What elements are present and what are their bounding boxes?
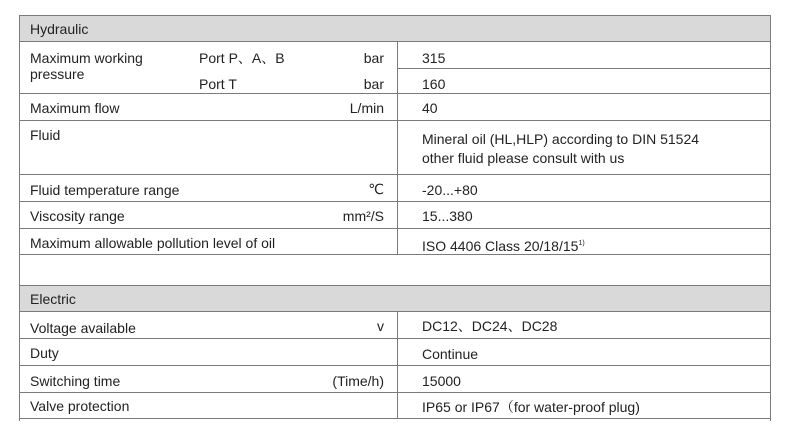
switching-row — [20, 366, 770, 393]
fluid-value-line2: other fluid please consult with us — [422, 150, 625, 166]
switching-value: 15000 — [422, 373, 461, 389]
voltage-unit: v — [377, 318, 384, 334]
temperature-row — [20, 175, 770, 202]
protection-value: IP65 or IP67（for water-proof plug) — [422, 399, 640, 415]
hydraulic-header-label: Hydraulic — [30, 21, 89, 37]
voltage-row — [20, 312, 770, 339]
electric-header-label: Electric — [30, 291, 76, 307]
max-flow-row — [20, 94, 770, 121]
switching-unit: (Time/h) — [332, 373, 384, 389]
duty-value: Continue — [422, 346, 479, 362]
viscosity-row — [20, 202, 770, 229]
max-pressure-label: Maximum working pressure — [30, 50, 143, 82]
viscosity-value: 15...380 — [422, 208, 473, 224]
viscosity-unit: mm²/S — [342, 208, 384, 224]
temperature-unit: ℃ — [368, 181, 384, 197]
pollution-footnote-mark: 1) — [578, 240, 585, 247]
bar-unit-t: bar — [363, 76, 384, 92]
pollution-row — [20, 229, 770, 255]
blank-row — [20, 255, 770, 286]
electric-header — [20, 286, 770, 312]
flow-unit: L/min — [349, 100, 384, 116]
max-flow-label: Maximum flow — [30, 100, 120, 116]
duty-row — [20, 339, 770, 366]
hydraulic-header — [20, 16, 770, 42]
port-pab-label: Port P、A、B — [199, 50, 285, 66]
temperature-value: -20...+80 — [422, 182, 478, 198]
bar-unit-pab: bar — [363, 50, 384, 66]
fluid-row — [20, 121, 770, 175]
pollution-value — [422, 235, 585, 255]
pressure-pab-value: 315 — [422, 50, 446, 66]
switching-label: Switching time — [30, 373, 121, 389]
pressure-t-value: 160 — [422, 76, 446, 92]
temperature-label: Fluid temperature range — [30, 182, 180, 198]
port-t-label: Port T — [199, 76, 237, 92]
voltage-label: Voltage available — [30, 320, 136, 336]
spec-table — [19, 15, 771, 421]
fluid-value-line1: Mineral oil (HL,HLP) according to DIN 51524 — [422, 131, 700, 147]
flow-value: 40 — [422, 100, 438, 116]
duty-label: Duty — [30, 345, 59, 361]
pollution-value-text: ISO 4406 Class 20/18/15 — [422, 238, 579, 254]
protection-row — [20, 393, 770, 419]
pollution-label: Maximum allowable pollution level of oil — [30, 235, 276, 251]
viscosity-label: Viscosity range — [30, 208, 125, 224]
voltage-value: DC12、DC24、DC28 — [422, 318, 558, 334]
protection-label: Valve protection — [30, 398, 130, 414]
max-pressure-row — [20, 42, 770, 94]
fluid-label: Fluid — [30, 127, 61, 143]
